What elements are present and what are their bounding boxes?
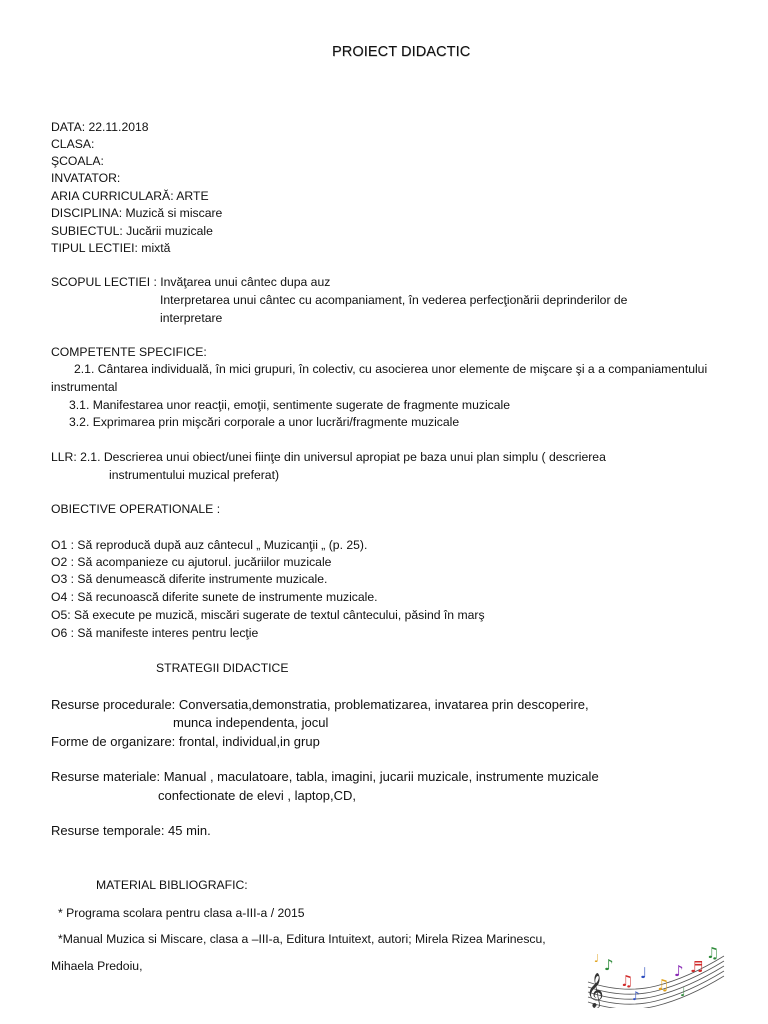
resurse-procedurale-line-1: Resurse procedurale: Conversatia,demonstratia, problematizarea, invatarea prin descoperire, xyxy=(51,697,589,712)
scop-line-1: SCOPUL LECTIEI : Invăţarea unui cântec dupa auz xyxy=(51,275,331,289)
bibliografie-item-2: *Manual Muzica si Miscare, clasa a –III-a, Editura Intuitext, autori; Mirela Rizea Marinescu, xyxy=(58,932,546,946)
llr-line-1: LLR: 2.1. Descrierea unui obiect/unei fiinţe din universul apropiat pe baza unui plan simplu ( descrierea xyxy=(51,450,606,464)
obiectiv-item: O6 : Să manifeste interes pentru lecţie xyxy=(51,626,259,640)
competente-item-2: 3.1. Manifestarea unor reacţii, emoţii, sentimente sugerate de fragmente muzicale xyxy=(69,398,511,412)
svg-text:♪: ♪ xyxy=(674,962,684,980)
field-aria: ARIA CURRICULARĂ: ARTE xyxy=(51,189,209,203)
competente-item-1-cont: instrumental xyxy=(51,380,118,394)
svg-text:♪: ♪ xyxy=(632,989,640,1003)
field-subiectul: SUBIECTUL: Jucării muzicale xyxy=(51,224,213,238)
resurse-procedurale-line-2: munca independenta, jocul xyxy=(173,715,329,730)
obiective-heading: OBIECTIVE OPERATIONALE : xyxy=(51,502,221,516)
svg-text:♩: ♩ xyxy=(640,964,648,982)
scop-line-2: Interpretarea unui cântec cu acompaniament, în vederea perfecţionării deprinderilor de xyxy=(160,293,628,307)
obiectiv-item: O4 : Să recunoască diferite sunete de instrumente muzicale. xyxy=(51,590,378,604)
field-scoala: ŞCOALA: xyxy=(51,154,104,168)
svg-text:♬: ♬ xyxy=(690,958,704,976)
page-title: PROIECT DIDACTIC xyxy=(332,44,471,60)
llr-line-2: instrumentului muzical preferat) xyxy=(109,468,280,482)
scop-line-3: interpretare xyxy=(160,311,223,325)
svg-text:♫: ♫ xyxy=(656,976,670,994)
strategii-heading: STRATEGII DIDACTICE xyxy=(156,661,289,675)
bibliografie-item-3: Mihaela Predoiu, xyxy=(51,959,143,973)
resurse-materiale-line-1: Resurse materiale: Manual , maculatoare, tabla, imagini, jucarii muzicale, instrumente muzicale xyxy=(51,769,599,784)
svg-text:♩: ♩ xyxy=(594,952,600,965)
obiectiv-item: O2 : Să acompanieze cu ajutorul. jucăriilor muzicale xyxy=(51,555,332,569)
field-disciplina: DISCIPLINA: Muzică si miscare xyxy=(51,206,223,220)
obiectiv-item: O1 : Să reproducă după auz cântecul „ Muzicanţii „ (p. 25). xyxy=(51,538,368,552)
obiectiv-item: O5: Să execute pe muzică, miscări sugerate de textul cântecului, păsind în marş xyxy=(51,608,485,622)
svg-text:𝄞: 𝄞 xyxy=(586,973,604,1008)
svg-text:♪: ♪ xyxy=(604,956,614,974)
forme-organizare: Forme de organizare: frontal, individual,in grup xyxy=(51,734,320,749)
bibliografie-heading: MATERIAL BIBLIOGRAFIC: xyxy=(96,878,248,892)
field-data: DATA: 22.11.2018 xyxy=(51,120,149,134)
competente-item-3: 3.2. Exprimarea prin mişcări corporale a unor lucrări/fragmente muzicale xyxy=(69,415,460,429)
bibliografie-item-1: * Programa scolara pentru clasa a-III-a / 2015 xyxy=(58,906,305,920)
svg-text:♫: ♫ xyxy=(706,944,720,962)
svg-text:♩: ♩ xyxy=(680,985,686,999)
resurse-materiale-line-2: confectionate de elevi , laptop,CD, xyxy=(158,788,357,803)
field-clasa: CLASA: xyxy=(51,137,95,151)
obiectiv-item: O3 : Să denumească diferite instrumente muzicale. xyxy=(51,572,328,586)
field-tipul: TIPUL LECTIEI: mixtă xyxy=(51,241,171,255)
field-invatator: INVATATOR: xyxy=(51,171,121,185)
competente-item-1: 2.1. Cântarea individuală, în mici grupuri, în colectiv, cu asocierea unor elemente de mişcare şi a a companiamentului xyxy=(74,362,708,376)
music-notes-icon xyxy=(584,942,726,1008)
resurse-temporale: Resurse temporale: 45 min. xyxy=(51,823,211,838)
competente-heading: COMPETENTE SPECIFICE: xyxy=(51,345,207,359)
svg-text:♫: ♫ xyxy=(620,972,634,990)
